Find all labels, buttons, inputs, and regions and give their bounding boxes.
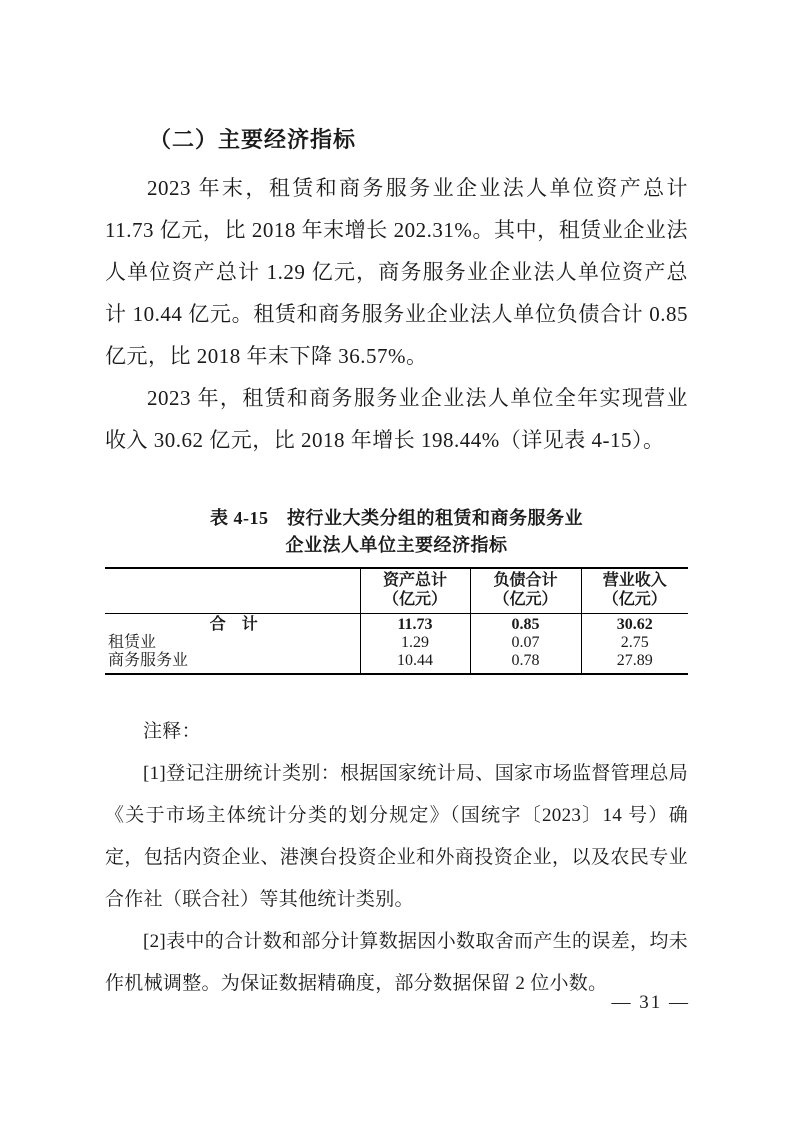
body-paragraphs xyxy=(105,167,688,461)
notes-title: 注释： xyxy=(143,721,201,742)
table-column-header xyxy=(470,568,581,614)
table-header-row xyxy=(105,568,688,614)
paragraph: 2023 年末，租赁和商务服务业企业法人单位资产总计 11.73 亿元，比 2018 年末增长 202.31%。其中，租赁业企业法人单位资产总计 1.29 亿元，商务服务业企业法人单位资产总计 10.44 亿元。租赁和商务服务业企业法人单位负债合计 0.85 亿元，比 2018 年末下降 36.57%。 xyxy=(105,176,688,368)
table-title-line-1: 表 4-15 按行业大类分组的租赁和商务服务业 xyxy=(210,508,583,528)
table-header-stub xyxy=(105,568,360,614)
page-number: — 31 — xyxy=(611,992,690,1013)
table-row xyxy=(105,634,688,652)
table-cell-value: 10.44 xyxy=(360,652,470,674)
paragraph: 2023 年，租赁和商务服务业企业法人单位全年实现营业收入 30.62 亿元，比 2018 年增长 198.44%（详见表 4-15）。 xyxy=(105,386,688,452)
table-row xyxy=(105,652,688,674)
table-column-header xyxy=(581,568,688,614)
table-cell-value: 30.62 xyxy=(581,614,688,635)
column-name: 负债合计 xyxy=(493,572,558,589)
table-title xyxy=(105,505,688,559)
column-name: 营业收入 xyxy=(602,572,667,589)
section-heading: （二）主要经济指标 xyxy=(149,127,357,152)
table-cell-value: 0.07 xyxy=(470,634,581,652)
notes-list xyxy=(105,753,688,1005)
row-label: 合 计 xyxy=(209,616,258,633)
row-label: 商务服务业 xyxy=(108,652,189,669)
column-name: 资产总计 xyxy=(382,572,447,589)
table-cell-value: 0.78 xyxy=(470,652,581,674)
column-unit: （亿元） xyxy=(493,591,558,608)
notes-section xyxy=(105,711,688,1005)
row-label: 租赁业 xyxy=(108,634,157,651)
note-item: [1]登记注册统计类别：根据国家统计局、国家市场监督管理总局《关于市场主体统计分类的划分规定》（国统字〔2023〕14 号）确定，包括内资企业、港澳台投资企业和外商投资企业，以及农民专业合作社（联合社）等其他统计类别。 xyxy=(105,763,688,910)
economic-indicators-table xyxy=(105,567,688,675)
table-cell-value: 0.85 xyxy=(470,614,581,635)
table-column-header xyxy=(360,568,470,614)
table-cell-value: 27.89 xyxy=(581,652,688,674)
table-row xyxy=(105,614,688,635)
table-title-line-2: 企业法人单位主要经济指标 xyxy=(285,535,508,555)
table-cell-value: 11.73 xyxy=(360,614,470,635)
column-unit: （亿元） xyxy=(602,591,667,608)
note-item: [2]表中的合计数和部分计算数据因小数取舍而产生的误差，均未作机械调整。为保证数据精确度，部分数据保留 2 位小数。 xyxy=(105,931,688,994)
column-unit: （亿元） xyxy=(382,591,447,608)
table-cell-value: 2.75 xyxy=(581,634,688,652)
table-cell-value: 1.29 xyxy=(360,634,470,652)
